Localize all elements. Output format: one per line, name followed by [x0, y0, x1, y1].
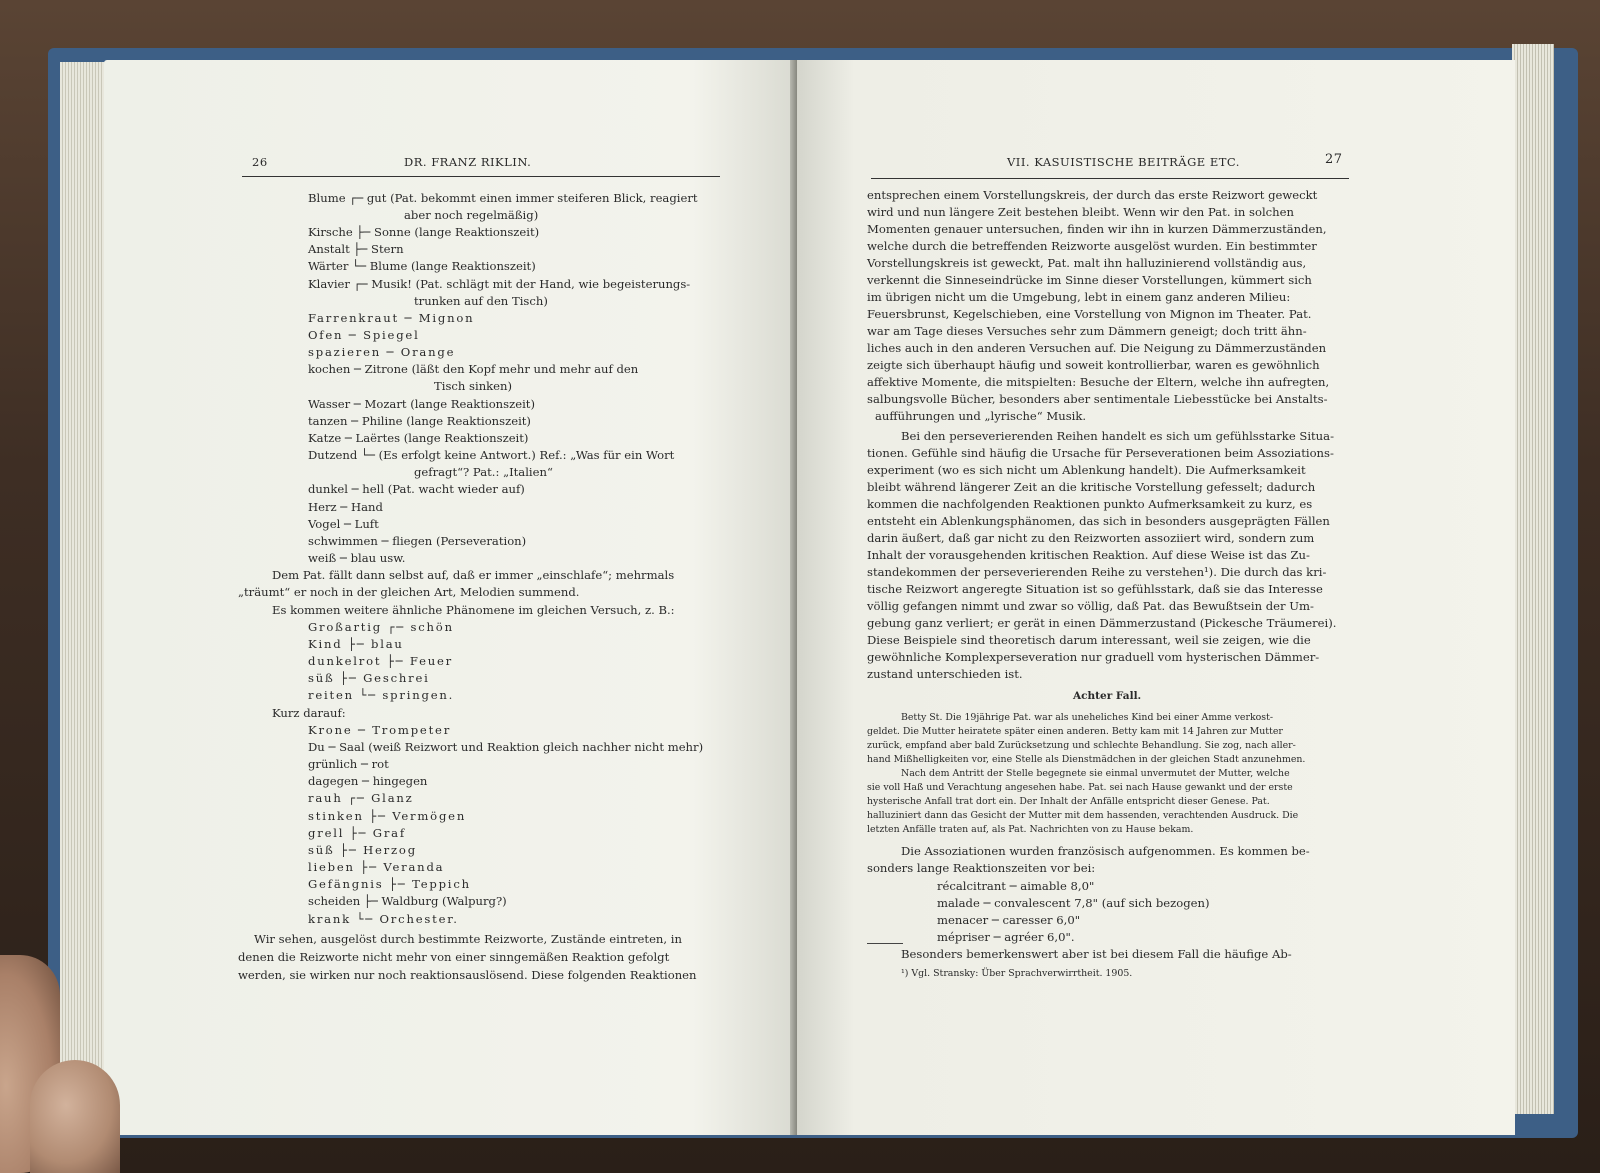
text-line: Blume ┌─ gut (Pat. bekommt einen immer steiferen Blick, reagiert [308, 191, 698, 205]
text-line: Du ─ Saal (weiß Reizwort und Reaktion gleich nachher nicht mehr) [308, 740, 704, 754]
text-line: tionen. Gefühle sind häufig die Ursache für Perseverationen beim Assoziations- [867, 446, 1334, 460]
text-line: gewöhnliche Komplexperseveration nur graduell vom hysterischen Dämmer- [867, 650, 1320, 664]
text-line: Katze ─ Laërtes (lange Reaktionszeit) [308, 431, 529, 445]
text-line: süß ├─ Herzog [308, 843, 417, 857]
footnote: ¹) Vgl. Stransky: Über Sprachverwirrtheit. 1905. [901, 968, 1133, 979]
text-line: Klavier ┌─ Musik! (Pat. schlägt mit der Hand, wie begeisterungs- [308, 277, 691, 291]
text-line: Kurz darauf: [272, 706, 346, 720]
text-line: dunkel ─ hell (Pat. wacht wieder auf) [308, 482, 525, 496]
text-line: reiten └─ springen. [308, 688, 455, 702]
text-line: rauh ┌─ Glanz [308, 791, 414, 805]
right-page-number: 27 [1325, 152, 1343, 167]
text-line: tische Reizwort angeregte Situation ist so gefühlsstark, daß sie das Interesse [867, 582, 1323, 596]
text-line: Bei den perseverierenden Reihen handelt es sich um gefühlsstarke Situa- [901, 429, 1334, 443]
small-text-line: letzten Anfälle traten auf, als Pat. Nachrichten von zu Hause bekam. [867, 824, 1194, 835]
text-line: lieben ├─ Veranda [308, 860, 445, 874]
text-line: im übrigen nicht um die Umgebung, lebt in einem ganz anderen Milieu: [867, 290, 1291, 304]
text-line: verkennt die Sinneseindrücke im Sinne dieser Vorstellungen, kümmert sich [867, 273, 1312, 287]
text-line: stinken ├─ Vermögen [308, 809, 467, 823]
small-text-line: geldet. Die Mutter heiratete später einen anderen. Betty kam mit 14 Jahren zur Mutter [867, 726, 1283, 737]
text-line: aber noch regelmäßig) [404, 208, 539, 222]
text-line: grünlich ─ rot [308, 757, 389, 771]
footnote-rule [867, 943, 903, 944]
text-line: zustand unterschieden ist. [867, 667, 1023, 681]
text-line: werden, sie wirken nur noch reaktionsauslösend. Diese folgenden Reaktionen [238, 968, 697, 982]
small-text-line: hysterische Anfall trat dort ein. Der Inhalt der Anfälle entspricht dieser Genese. Pat. [867, 796, 1270, 807]
text-line: war am Tage dieses Versuches sehr zum Dämmern geneigt; doch tritt ähn- [867, 324, 1307, 338]
text-line: Es kommen weitere ähnliche Phänomene im gleichen Versuch, z. B.: [272, 603, 675, 617]
text-line: Besonders bemerkenswert aber ist bei diesem Fall die häufige Ab- [901, 947, 1292, 961]
right-header-rule [871, 178, 1349, 179]
text-line: Die Assoziationen wurden französisch aufgenommen. Es kommen be- [901, 844, 1310, 858]
text-line: entsteht ein Ablenkungsphänomen, das sich in besonders ausgeprägten Fällen [867, 514, 1330, 528]
section-title: Achter Fall. [1073, 690, 1142, 702]
text-line: experiment (wo es sich nicht um Ablenkung handelt). Die Aufmerksamkeit [867, 463, 1306, 477]
text-line: affektive Momente, die mitspielten: Besuche der Eltern, welche ihn aufregten, [867, 375, 1330, 389]
small-text-line: zurück, empfand aber bald Zurücksetzung und schlechte Behandlung. Sie zog, nach aller- [867, 740, 1296, 751]
text-line: Momenten genauer untersuchen, finden wir ihn in kurzen Dämmerzuständen, [867, 222, 1327, 236]
text-line: Farrenkraut ─ Mignon [308, 311, 475, 325]
small-text-line: Nach dem Antritt der Stelle begegnete sie einmal unvermutet der Mutter, welche [901, 768, 1290, 779]
text-line: süß ├─ Geschrei [308, 671, 430, 685]
left-page-header: DR. FRANZ RIKLIN. [404, 155, 532, 169]
text-line: récalcitrant ─ aimable 8,0" [937, 879, 1095, 893]
left-header-rule [242, 176, 720, 177]
text-line: Herz ─ Hand [308, 500, 383, 514]
text-line: Kind ├─ blau [308, 637, 404, 651]
page-edges-left [60, 62, 110, 1122]
text-line: welche durch die betreffenden Reizworte ausgelöst wurden. Ein bestimmter [867, 239, 1317, 253]
text-line: zeigte sich überhaupt häufig und soweit kontrollierbar, waren es gewöhnlich [867, 358, 1320, 372]
text-line: dagegen ─ hingegen [308, 774, 428, 788]
text-line: Dem Pat. fällt dann selbst auf, daß er immer „einschlafe“; mehrmals [272, 568, 675, 582]
text-line: mépriser ─ agréer 6,0". [937, 930, 1075, 944]
text-line: krank └─ Orchester. [308, 912, 459, 926]
text-line: gebung ganz verliert; er gerät in einen Dämmerzustand (Pickesche Träumerei). [867, 616, 1337, 630]
text-line: scheiden ├─ Waldburg (Walpurg?) [308, 894, 507, 908]
small-text-line: Betty St. Die 19jährige Pat. war als uneheliches Kind bei einer Amme verkost- [901, 712, 1274, 723]
text-line: Krone ─ Trompeter [308, 723, 452, 737]
thumb [30, 1060, 120, 1173]
text-line: spazieren ─ Orange [308, 345, 456, 359]
text-line: Ofen ─ Spiegel [308, 328, 420, 342]
page-edges-right [1512, 44, 1554, 1114]
text-line: denen die Reizworte nicht mehr von einer sinngemäßen Reaktion gefolgt [238, 950, 670, 964]
text-line: entsprechen einem Vorstellungskreis, der durch das erste Reizwort geweckt [867, 188, 1318, 202]
text-line: kochen ─ Zitrone (läßt den Kopf mehr und mehr auf den [308, 362, 639, 376]
left-page-number: 26 [252, 155, 268, 169]
text-line: menacer ─ caresser 6,0" [937, 913, 1081, 927]
text-line: Dutzend └─ (Es erfolgt keine Antwort.) Ref.: „Was für ein Wort [308, 448, 675, 462]
right-page-header: VII. KASUISTISCHE BEITRÄGE ETC. [1007, 155, 1240, 169]
text-line: liches auch in den anderen Versuchen auf. Die Neigung zu Dämmerzuständen [867, 341, 1327, 355]
text-line: Wir sehen, ausgelöst durch bestimmte Reizworte, Zustände eintreten, in [254, 932, 682, 946]
text-line: darin äußert, daß gar nicht zu den Reizworten assoziiert wird, sondern zum [867, 531, 1315, 545]
text-line: Diese Beispiele sind theoretisch darum interessant, weil sie zeigen, wie die [867, 633, 1311, 647]
text-line: Vogel ─ Luft [308, 517, 379, 531]
text-line: Großartig ┌─ schön [308, 620, 454, 634]
text-line: malade ─ convalescent 7,8" (auf sich bezogen) [937, 896, 1210, 910]
right-page [797, 60, 1515, 1135]
text-line: tanzen ─ Philine (lange Reaktionszeit) [308, 414, 531, 428]
text-line: kommen die nachfolgenden Reaktionen punkto Aufmerksamkeit zu kurz, es [867, 497, 1313, 511]
text-line: völlig gefangen nimmt und zwar so völlig, daß Pat. das Bewußtsein der Um- [867, 599, 1314, 613]
text-line: Anstalt ├─ Stern [308, 242, 404, 256]
text-line: grell ├─ Graf [308, 826, 406, 840]
text-line: salbungsvolle Bücher, besonders aber sentimentale Liebesstücke bei Anstalts- [867, 392, 1328, 406]
small-text-line: hand Mißhelligkeiten vor, eine Stelle als Dienstmädchen in der gleichen Stadt anzunehmen. [867, 754, 1306, 765]
text-line: Gefängnis ├─ Teppich [308, 877, 471, 891]
text-line: Tisch sinken) [434, 379, 513, 393]
text-line: dunkelrot ├─ Feuer [308, 654, 454, 668]
text-line: Wärter └─ Blume (lange Reaktionszeit) [308, 259, 536, 273]
small-text-line: sie voll Haß und Verachtung angesehen habe. Pat. sei nach Hause gewankt und der erste [867, 782, 1293, 793]
text-line: weiß ─ blau usw. [308, 551, 406, 565]
text-line: Kirsche ├─ Sonne (lange Reaktionszeit) [308, 225, 540, 239]
text-line: Feuersbrunst, Kegelschieben, eine Vorstellung von Mignon im Theater. Pat. [867, 307, 1312, 321]
text-line: aufführungen und „lyrische“ Musik. [875, 409, 1087, 423]
text-line: „träumt“ er noch in der gleichen Art, Melodien summend. [238, 585, 580, 599]
text-line: gefragt“? Pat.: „Italien“ [414, 465, 553, 479]
text-line: wird und nun längere Zeit bestehen bleibt. Wenn wir den Pat. in solchen [867, 205, 1294, 219]
text-line: bleibt während längerer Zeit an die kritische Vorstellung gefesselt; dadurch [867, 480, 1316, 494]
text-line: Inhalt der vorausgehenden kritischen Reaktion. Auf diese Weise ist das Zu- [867, 548, 1310, 562]
text-line: Vorstellungskreis ist geweckt, Pat. malt ihn halluzinierend vollständig aus, [867, 256, 1307, 270]
text-line: trunken auf den Tisch) [414, 294, 548, 308]
text-line: standekommen der perseverierenden Reihe zu verstehen¹). Die durch das kri- [867, 565, 1327, 579]
text-line: sonders lange Reaktionszeiten vor bei: [867, 861, 1096, 875]
small-text-line: halluziniert dann das Gesicht der Mutter mit dem hassenden, verachtenden Ausdruck. Die [867, 810, 1299, 821]
left-page [104, 60, 797, 1135]
text-line: Wasser ─ Mozart (lange Reaktionszeit) [308, 397, 535, 411]
text-line: schwimmen ─ fliegen (Perseveration) [308, 534, 527, 548]
